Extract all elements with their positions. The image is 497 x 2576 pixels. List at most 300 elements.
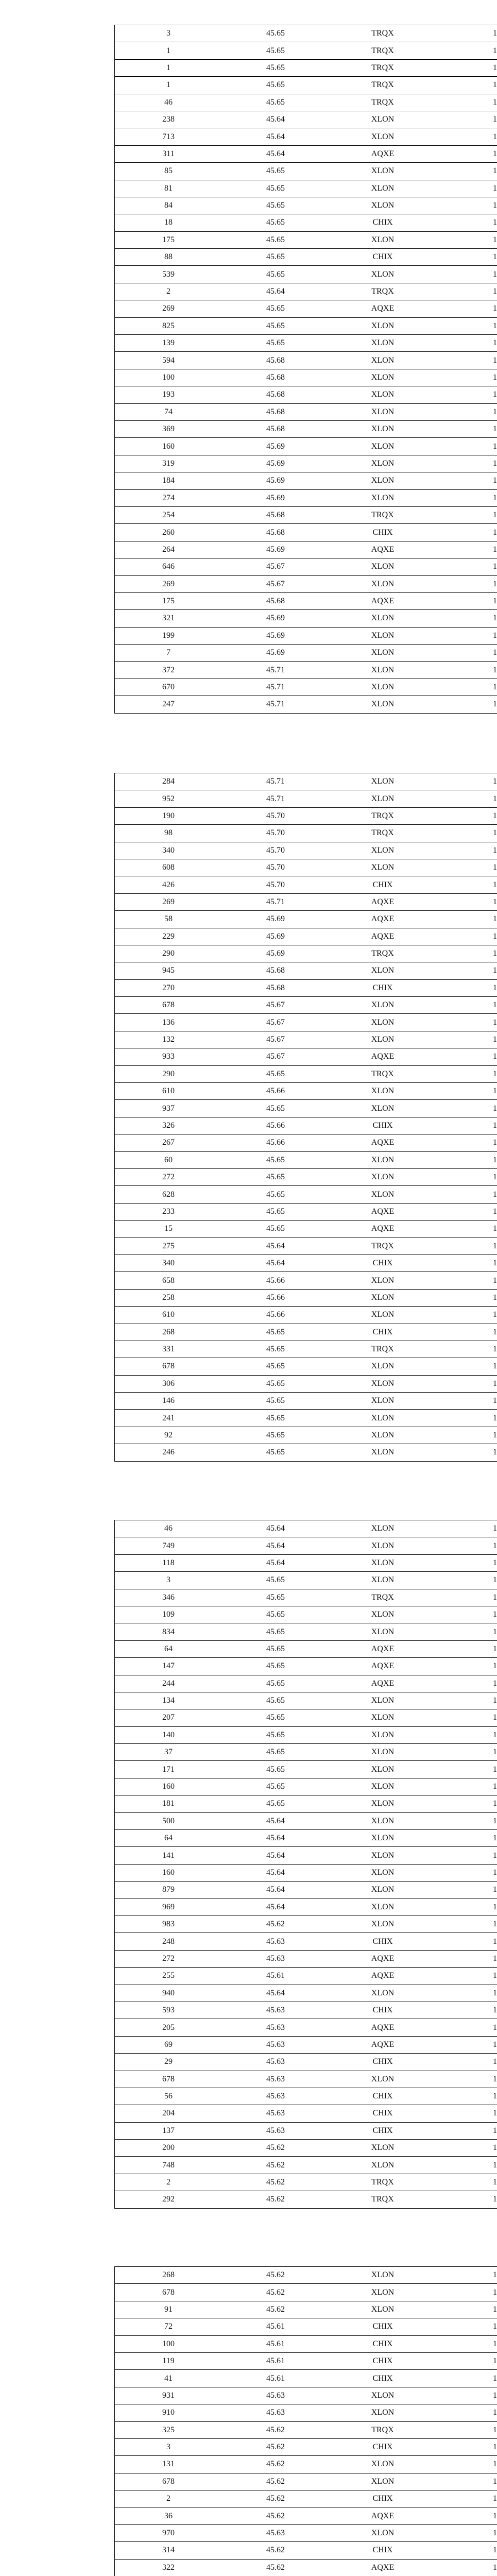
- table-row: [115, 2105, 497, 2122]
- trade-extra-cell: 1: [493, 563, 497, 571]
- trade-price-cell: 45.65: [266, 253, 285, 262]
- table-row: [115, 2174, 497, 2191]
- trade-price-cell: 45.70: [266, 811, 285, 820]
- table-row: [115, 2560, 497, 2576]
- trade-price-cell: 45.65: [266, 98, 285, 107]
- trade-volume-cell: 269: [162, 580, 175, 588]
- trade-volume-cell: 306: [162, 1379, 175, 1388]
- trade-venue-cell: XLON: [371, 2477, 395, 2486]
- table-row: [115, 790, 497, 807]
- table-row: [115, 335, 497, 352]
- trade-volume-cell: 267: [162, 1139, 175, 1147]
- trade-volume-cell: 84: [164, 201, 173, 210]
- trade-volume-cell: 834: [162, 1628, 175, 1636]
- table-row: [115, 1393, 497, 1410]
- trade-price-cell: 45.63: [266, 2529, 285, 2538]
- trade-price-cell: 45.68: [266, 511, 285, 520]
- trade-venue-cell: AQXE: [371, 1679, 395, 1688]
- trade-extra-cell: 1: [493, 915, 497, 924]
- trade-price-cell: 45.63: [266, 2058, 285, 2066]
- trade-venue-cell: AQXE: [371, 2040, 395, 2049]
- trade-venue-cell: XLON: [371, 1397, 395, 1405]
- trade-venue-cell: AQXE: [371, 1225, 395, 1233]
- trade-price-cell: 45.64: [266, 287, 285, 296]
- trade-price-cell: 45.64: [266, 1869, 285, 1877]
- trade-price-cell: 45.63: [266, 2391, 285, 2400]
- trade-venue-cell: XLON: [371, 2391, 395, 2400]
- trade-price-cell: 45.65: [266, 1328, 285, 1336]
- trade-extra-cell: 1: [493, 700, 497, 709]
- trade-extra-cell: 1: [493, 1697, 497, 1705]
- trade-extra-cell: 1: [493, 149, 497, 158]
- table-row: [115, 911, 497, 928]
- trade-volume-cell: 3: [166, 1576, 170, 1585]
- table-row: [115, 2542, 497, 2559]
- trade-volume-cell: 100: [162, 2340, 175, 2348]
- trade-venue-cell: XLON: [371, 1765, 395, 1774]
- table-row: [115, 876, 497, 893]
- trade-volume-cell: 940: [162, 1989, 175, 1997]
- table-row: [115, 524, 497, 541]
- table-row: [115, 1882, 497, 1899]
- trade-extra-cell: 1: [493, 63, 497, 72]
- trade-price-cell: 45.65: [266, 1379, 285, 1388]
- trade-extra-cell: 1: [493, 2058, 497, 2066]
- table-row: [115, 962, 497, 979]
- trade-venue-cell: XLON: [371, 563, 395, 571]
- table-row: [115, 2422, 497, 2439]
- table-row: [115, 1847, 497, 1864]
- trade-venue-cell: XLON: [371, 408, 395, 416]
- trade-price-cell: 45.65: [266, 1679, 285, 1688]
- trade-extra-cell: 1: [493, 1311, 497, 1319]
- trade-extra-cell: 1: [493, 2323, 497, 2331]
- table-row: [115, 1761, 497, 1778]
- trade-extra-cell: 1: [493, 98, 497, 107]
- trade-venue-cell: XLON: [371, 2305, 395, 2314]
- trade-price-cell: 45.65: [266, 1225, 285, 1233]
- table-row: [115, 1290, 497, 1307]
- trade-extra-cell: 1: [493, 1937, 497, 1946]
- trade-extra-cell: 1: [493, 2357, 497, 2366]
- trade-venue-cell: XLON: [371, 1748, 395, 1757]
- trade-volume-cell: 140: [162, 1731, 175, 1739]
- trade-extra-cell: 1: [493, 1886, 497, 1894]
- trade-volume-cell: 81: [164, 184, 173, 193]
- trade-venue-cell: TRQX: [371, 2426, 394, 2434]
- trade-venue-cell: CHIX: [372, 1328, 393, 1336]
- trade-extra-cell: 1: [493, 235, 497, 244]
- trade-price-cell: 45.69: [266, 631, 285, 640]
- trade-venue-cell: TRQX: [371, 1593, 394, 1602]
- trade-venue-cell: XLON: [371, 1920, 395, 1929]
- trade-extra-cell: 1: [493, 2161, 497, 2170]
- trade-price-cell: 45.64: [266, 132, 285, 141]
- trade-volume-cell: 15: [164, 1225, 173, 1233]
- trade-venue-cell: CHIX: [372, 2006, 393, 2015]
- trade-extra-cell: 1: [493, 81, 497, 90]
- table-row: [115, 1537, 497, 1554]
- trade-volume-cell: 46: [164, 98, 173, 107]
- trade-venue-cell: XLON: [371, 339, 395, 348]
- trade-extra-cell: 1: [493, 967, 497, 975]
- trade-extra-cell: 1: [493, 1989, 497, 1997]
- trade-price-cell: 45.65: [266, 1207, 285, 1216]
- trade-venue-cell: CHIX: [372, 2340, 393, 2348]
- trade-volume-cell: 207: [162, 1714, 175, 1722]
- trade-venue-cell: XLON: [371, 1362, 395, 1371]
- table-row: [115, 1324, 497, 1341]
- table-row: [115, 1916, 497, 1933]
- trade-extra-cell: 1: [493, 1748, 497, 1757]
- trade-venue-cell: XLON: [371, 846, 395, 855]
- table-row: [115, 180, 497, 197]
- trade-price-cell: 45.65: [266, 29, 285, 38]
- trade-price-cell: 45.62: [266, 2178, 285, 2187]
- trade-extra-cell: 1: [493, 666, 497, 674]
- trade-extra-cell: 1: [493, 2374, 497, 2383]
- trade-extra-cell: 1: [493, 1001, 497, 1010]
- table-row: [115, 300, 497, 317]
- trade-volume-cell: 160: [162, 1783, 175, 1791]
- trade-venue-cell: XLON: [371, 700, 395, 709]
- table-row: [115, 1169, 497, 1186]
- trade-extra-cell: 1: [493, 880, 497, 889]
- trade-extra-cell: 1: [493, 1018, 497, 1027]
- trade-extra-cell: 1: [493, 1379, 497, 1388]
- table-row: [115, 1048, 497, 1065]
- trade-extra-cell: 1: [493, 425, 497, 434]
- table-row: [115, 2370, 497, 2387]
- table-row: [115, 1427, 497, 1444]
- trade-venue-cell: CHIX: [372, 2495, 393, 2503]
- trade-volume-cell: 340: [162, 1259, 175, 1268]
- trade-extra-cell: 1: [493, 1139, 497, 1147]
- trade-price-cell: 45.62: [266, 2477, 285, 2486]
- trade-extra-cell: 1: [493, 1190, 497, 1199]
- trade-price-cell: 45.63: [266, 2092, 285, 2101]
- trade-venue-cell: AQXE: [371, 304, 395, 313]
- trade-price-cell: 45.64: [266, 1903, 285, 1911]
- trade-price-cell: 45.63: [266, 2006, 285, 2015]
- table-row: [115, 1083, 497, 1100]
- trade-extra-cell: 1: [493, 1714, 497, 1722]
- table-row: [115, 859, 497, 876]
- trade-volume-cell: 1: [166, 81, 170, 90]
- trade-venue-cell: AQXE: [371, 1139, 395, 1147]
- trade-price-cell: 45.64: [266, 1558, 285, 1567]
- trade-venue-cell: XLON: [371, 115, 395, 124]
- table-row: [115, 980, 497, 997]
- table-row: [115, 2267, 497, 2284]
- trade-volume-cell: 879: [162, 1886, 175, 1894]
- trade-venue-cell: XLON: [371, 391, 395, 399]
- trade-price-cell: 45.69: [266, 545, 285, 554]
- trade-volume-cell: 290: [162, 1070, 175, 1078]
- table-row: [115, 679, 497, 696]
- trade-volume-cell: 610: [162, 1311, 175, 1319]
- trade-extra-cell: 1: [493, 2023, 497, 2032]
- trade-extra-cell: 1: [493, 1242, 497, 1250]
- table-row: [115, 696, 497, 713]
- trade-price-cell: 45.61: [266, 2374, 285, 2383]
- trade-venue-cell: AQXE: [371, 1954, 395, 1963]
- table-row: [115, 2439, 497, 2456]
- trade-volume-cell: 2: [166, 2495, 170, 2503]
- trade-price-cell: 45.63: [266, 1937, 285, 1946]
- trade-extra-cell: 1: [493, 132, 497, 141]
- trade-venue-cell: TRQX: [371, 950, 394, 958]
- trade-price-cell: 45.66: [266, 1139, 285, 1147]
- trade-venue-cell: XLON: [371, 1001, 395, 1010]
- trade-price-cell: 45.65: [266, 1611, 285, 1619]
- trade-volume-cell: 325: [162, 2426, 175, 2434]
- trade-volume-cell: 825: [162, 321, 175, 330]
- trade-venue-cell: CHIX: [372, 528, 393, 537]
- trade-extra-cell: 1: [493, 442, 497, 451]
- trade-extra-cell: 1: [493, 1345, 497, 1354]
- trade-venue-cell: XLON: [371, 1697, 395, 1705]
- trade-volume-cell: 749: [162, 1541, 175, 1550]
- trade-price-cell: 45.67: [266, 1001, 285, 1010]
- trade-extra-cell: 1: [493, 1397, 497, 1405]
- trade-extra-cell: 1: [493, 597, 497, 606]
- trade-venue-cell: XLON: [371, 1018, 395, 1027]
- table-row: [115, 2002, 497, 2019]
- trade-extra-cell: 1: [493, 2178, 497, 2187]
- trade-extra-cell: 1: [493, 339, 497, 348]
- trade-price-cell: 45.67: [266, 1036, 285, 1044]
- trade-extra-cell: 1: [493, 1576, 497, 1585]
- table-row: [115, 1985, 497, 2002]
- trade-volume-cell: 678: [162, 2075, 175, 2083]
- table-row: [115, 318, 497, 335]
- trade-venue-cell: AQXE: [371, 915, 395, 924]
- trade-venue-cell: XLON: [371, 1311, 395, 1319]
- trade-price-cell: 45.65: [266, 1593, 285, 1602]
- trade-extra-cell: 1: [493, 1104, 497, 1113]
- table-row: [115, 163, 497, 180]
- trade-venue-cell: XLON: [371, 1104, 395, 1113]
- trade-extra-cell: 1: [493, 1558, 497, 1567]
- trade-volume-cell: 292: [162, 2195, 175, 2204]
- trade-venue-cell: CHIX: [372, 218, 393, 227]
- trade-volume-cell: 254: [162, 511, 175, 520]
- trade-volume-cell: 88: [164, 253, 173, 262]
- trade-price-cell: 45.68: [266, 597, 285, 606]
- trade-venue-cell: XLON: [371, 1800, 395, 1808]
- trade-extra-cell: 1: [493, 1765, 497, 1774]
- trade-volume-cell: 199: [162, 631, 175, 640]
- trade-venue-cell: XLON: [371, 459, 395, 468]
- trade-price-cell: 45.64: [266, 1886, 285, 1894]
- trade-volume-cell: 204: [162, 2109, 175, 2118]
- trade-volume-cell: 658: [162, 1276, 175, 1285]
- trade-volume-cell: 269: [162, 897, 175, 906]
- trade-venue-cell: XLON: [371, 580, 395, 588]
- trade-venue-cell: XLON: [371, 1524, 395, 1533]
- trade-extra-cell: 1: [493, 2305, 497, 2314]
- trade-venue-cell: CHIX: [372, 2109, 393, 2118]
- trade-extra-cell: 1: [493, 304, 497, 313]
- table-row: [115, 1066, 497, 1083]
- table-row: [115, 1813, 497, 1830]
- table-row: [115, 2318, 497, 2335]
- trade-price-cell: 45.66: [266, 1311, 285, 1319]
- trade-volume-cell: 369: [162, 425, 175, 434]
- table-row: [115, 283, 497, 300]
- trade-extra-cell: 1: [493, 1645, 497, 1653]
- trade-extra-cell: 1: [493, 477, 497, 485]
- trade-venue-cell: XLON: [371, 1541, 395, 1550]
- trade-extra-cell: 1: [493, 1851, 497, 1860]
- table-row: [115, 197, 497, 214]
- trade-price-cell: 45.65: [266, 1783, 285, 1791]
- trade-extra-cell: 1: [493, 2126, 497, 2135]
- table-row: [115, 2054, 497, 2071]
- trade-table-page-4: [114, 2266, 497, 2576]
- table-row: [115, 1606, 497, 1623]
- trade-venue-cell: AQXE: [371, 1207, 395, 1216]
- trade-venue-cell: AQXE: [371, 1662, 395, 1671]
- trade-volume-cell: 331: [162, 1345, 175, 1354]
- trade-extra-cell: 1: [493, 1431, 497, 1440]
- table-row: [115, 945, 497, 962]
- trade-volume-cell: 171: [162, 1765, 175, 1774]
- table-row: [115, 1623, 497, 1640]
- trade-price-cell: 45.71: [266, 897, 285, 906]
- trade-price-cell: 45.62: [266, 2305, 285, 2314]
- table-row: [115, 1520, 497, 1537]
- trade-price-cell: 45.62: [266, 2426, 285, 2434]
- trade-venue-cell: CHIX: [372, 2357, 393, 2366]
- table-row: [115, 1238, 497, 1255]
- trade-extra-cell: 1: [493, 1448, 497, 1457]
- trade-venue-cell: CHIX: [372, 880, 393, 889]
- trade-venue-cell: CHIX: [372, 2058, 393, 2066]
- trade-extra-cell: 1: [493, 511, 497, 520]
- trade-price-cell: 45.65: [266, 1156, 285, 1164]
- trade-price-cell: 45.65: [266, 1731, 285, 1739]
- trade-venue-cell: TRQX: [371, 511, 394, 520]
- trade-price-cell: 45.65: [266, 63, 285, 72]
- trade-price-cell: 45.67: [266, 1018, 285, 1027]
- trade-price-cell: 45.71: [266, 683, 285, 692]
- trade-volume-cell: 346: [162, 1593, 175, 1602]
- table-row: [115, 1744, 497, 1761]
- trade-price-cell: 45.65: [266, 304, 285, 313]
- trade-price-cell: 45.65: [266, 81, 285, 90]
- trade-extra-cell: 1: [493, 1869, 497, 1877]
- trade-volume-cell: 326: [162, 1122, 175, 1130]
- trade-venue-cell: XLON: [371, 1869, 395, 1877]
- table-row: [115, 541, 497, 558]
- trade-price-cell: 45.62: [266, 2288, 285, 2297]
- table-row: [115, 593, 497, 610]
- trade-volume-cell: 109: [162, 1611, 175, 1619]
- table-row: [115, 894, 497, 911]
- trade-venue-cell: AQXE: [371, 597, 395, 606]
- trade-venue-cell: XLON: [371, 2271, 395, 2280]
- trade-extra-cell: 1: [493, 2563, 497, 2572]
- trade-extra-cell: 1: [493, 863, 497, 872]
- table-row: [115, 2037, 497, 2054]
- trade-extra-cell: 1: [493, 167, 497, 176]
- table-row: [115, 628, 497, 645]
- table-row: [115, 1899, 497, 1916]
- trade-price-cell: 45.69: [266, 459, 285, 468]
- trade-volume-cell: 41: [164, 2374, 173, 2383]
- trade-extra-cell: 1: [493, 932, 497, 941]
- trade-extra-cell: 1: [493, 1328, 497, 1336]
- trade-price-cell: 45.64: [266, 1817, 285, 1825]
- table-row: [115, 455, 497, 472]
- trade-volume-cell: 608: [162, 863, 175, 872]
- trade-extra-cell: 1: [493, 1207, 497, 1216]
- trade-venue-cell: XLON: [371, 1431, 395, 1440]
- trade-volume-cell: 139: [162, 339, 175, 348]
- trade-extra-cell: 1: [493, 1817, 497, 1825]
- trade-extra-cell: 1: [493, 218, 497, 227]
- table-row: [115, 610, 497, 627]
- trade-venue-cell: XLON: [371, 1293, 395, 1302]
- table-row: [115, 997, 497, 1014]
- table-row: [115, 1410, 497, 1427]
- table-row: [115, 1933, 497, 1950]
- trade-price-cell: 45.65: [266, 1362, 285, 1371]
- trade-volume-cell: 141: [162, 1851, 175, 1860]
- table-row: [115, 1658, 497, 1675]
- table-row: [115, 2071, 497, 2088]
- trade-table-page-3: [114, 1520, 497, 2209]
- trade-venue-cell: XLON: [371, 1851, 395, 1860]
- trade-venue-cell: XLON: [371, 631, 395, 640]
- table-row: [115, 2490, 497, 2507]
- trade-volume-cell: 970: [162, 2529, 175, 2538]
- trade-price-cell: 45.70: [266, 863, 285, 872]
- trade-volume-cell: 233: [162, 1207, 175, 1216]
- trade-venue-cell: XLON: [371, 1886, 395, 1894]
- trade-extra-cell: 1: [493, 984, 497, 992]
- table-row: [115, 1968, 497, 1985]
- table-row: [115, 558, 497, 575]
- trade-extra-cell: 1: [493, 1920, 497, 1929]
- trade-venue-cell: XLON: [371, 1903, 395, 1911]
- trade-volume-cell: 132: [162, 1036, 175, 1044]
- trade-venue-cell: TRQX: [371, 98, 394, 107]
- trade-extra-cell: 1: [493, 1362, 497, 1371]
- trade-price-cell: 45.64: [266, 1541, 285, 1550]
- trade-extra-cell: 1: [493, 1414, 497, 1422]
- trade-venue-cell: TRQX: [371, 287, 394, 296]
- trade-volume-cell: 3: [166, 2443, 170, 2452]
- trade-venue-cell: TRQX: [371, 2178, 394, 2187]
- trade-venue-cell: CHIX: [372, 2374, 393, 2383]
- trade-venue-cell: TRQX: [371, 1070, 394, 1078]
- table-row: [115, 249, 497, 266]
- trade-volume-cell: 268: [162, 1328, 175, 1336]
- trade-price-cell: 45.64: [266, 115, 285, 124]
- table-row: [115, 773, 497, 790]
- trade-venue-cell: XLON: [371, 321, 395, 330]
- trade-extra-cell: 1: [493, 1156, 497, 1164]
- trade-price-cell: 45.68: [266, 374, 285, 382]
- table-row: [115, 1444, 497, 1461]
- trade-extra-cell: 1: [493, 1053, 497, 1061]
- trade-price-cell: 45.65: [266, 1576, 285, 1585]
- trade-volume-cell: 205: [162, 2023, 175, 2032]
- table-row: [115, 2387, 497, 2404]
